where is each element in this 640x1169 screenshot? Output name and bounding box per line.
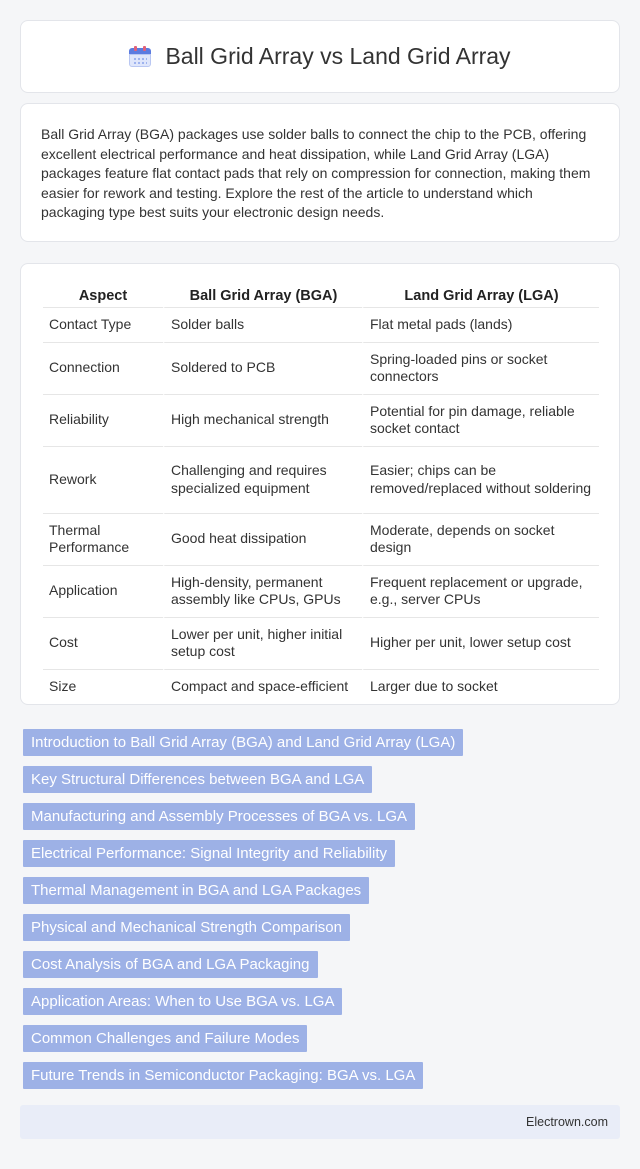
cell-aspect: Reliability [43,394,163,446]
cell-aspect: Rework [43,446,163,513]
table-row [43,669,599,704]
table-row [43,513,599,565]
cell-lga: Frequent replacement or upgrade, e.g., server CPUs [362,565,599,617]
header-bga: Ball Grid Array (BGA) [163,284,362,307]
cell-lga: Moderate, depends on socket design [362,513,599,565]
cell-aspect: Cost [43,617,163,669]
cell-aspect: Application [43,565,163,617]
cell-bga: Soldered to PCB [163,342,362,394]
cell-bga: Lower per unit, higher initial setup cost [163,617,362,669]
table-row [43,565,599,617]
cell-bga: Challenging and requires specialized equipment [163,446,362,513]
cell-lga: Flat metal pads (lands) [362,307,599,342]
toc-link-cost-analysis[interactable]: Cost Analysis of BGA and LGA Packaging [23,951,318,978]
cell-aspect: Connection [43,342,163,394]
cell-aspect: Size [43,669,163,704]
toc-link-introduction[interactable]: Introduction to Ball Grid Array (BGA) and Land Grid Array (LGA) [23,729,463,756]
footer-site-name: Electrown.com [526,1115,608,1129]
toc-link-structural-differences[interactable]: Key Structural Differences between BGA and LGA [23,766,372,793]
title-card [20,20,620,93]
toc-link-application-areas[interactable]: Application Areas: When to Use BGA vs. LGA [23,988,342,1015]
table-row [43,617,599,669]
cell-aspect: Contact Type [43,307,163,342]
cell-bga: Compact and space-efficient [163,669,362,704]
cell-lga: Easier; chips can be removed/replaced without soldering [362,446,599,513]
header-aspect: Aspect [78,288,128,304]
cell-bga: Good heat dissipation [163,513,362,565]
intro-card [20,103,620,242]
cell-bga: High mechanical strength [163,394,362,446]
footer [20,1105,620,1139]
intro-paragraph: Ball Grid Array (BGA) packages use solder balls to connect the chip to the PCB, offering excellent electrical performance and heat dissipation, while Land Grid Array (LGA) packages feature flat contact pads that rely on compression for connection, making them easier for rework and testing. Explore the rest of the article to understand which packaging type best suits your electronic design needs. [41,126,591,220]
calendar-icon [129,46,151,68]
toc-link-mechanical-strength[interactable]: Physical and Mechanical Strength Comparison [23,914,350,941]
cell-lga: Spring-loaded pins or socket connectors [362,342,599,394]
table-header-row [43,284,599,307]
cell-bga: High-density, permanent assembly like CPUs, GPUs [163,565,362,617]
cell-lga: Larger due to socket [362,669,599,704]
header-lga: Land Grid Array (LGA) [362,284,599,307]
toc-link-electrical-performance[interactable]: Electrical Performance: Signal Integrity and Reliability [23,840,395,867]
cell-lga: Potential for pin damage, reliable socket contact [362,394,599,446]
table-row [43,394,599,446]
table-of-contents [23,729,623,1099]
table-row [43,342,599,394]
table-row [43,446,599,513]
comparison-card [20,263,620,705]
toc-link-future-trends[interactable]: Future Trends in Semiconductor Packaging: BGA vs. LGA [23,1062,423,1089]
table-row [43,307,599,342]
comparison-table [43,284,599,703]
cell-aspect: Thermal Performance [43,513,163,565]
toc-link-manufacturing[interactable]: Manufacturing and Assembly Processes of BGA vs. LGA [23,803,415,830]
page-title: Ball Grid Array vs Land Grid Array [165,43,511,69]
toc-link-thermal-management[interactable]: Thermal Management in BGA and LGA Packages [23,877,369,904]
cell-lga: Higher per unit, lower setup cost [362,617,599,669]
cell-bga: Solder balls [163,307,362,342]
toc-link-challenges[interactable]: Common Challenges and Failure Modes [23,1025,307,1052]
